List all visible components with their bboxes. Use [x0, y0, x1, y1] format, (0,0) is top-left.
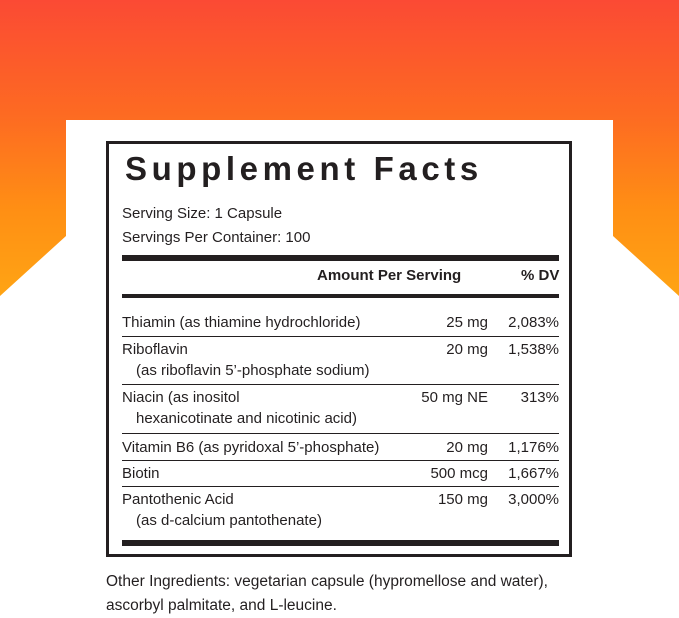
row-divider [122, 486, 559, 487]
row-divider [122, 336, 559, 337]
nutrient-name: Pantothenic Acid [122, 491, 234, 508]
nutrient-name-detail: hexanicotinate and nicotinic acid) [136, 410, 357, 427]
other-ingredients-line-1: Other Ingredients: vegetarian capsule (hypromellose and water), [106, 573, 548, 590]
nutrient-name: Niacin (as inositol [122, 389, 240, 406]
nutrient-amount: 20 mg [446, 439, 488, 456]
servings-per-container: Servings Per Container: 100 [122, 229, 311, 246]
header-amount-per-serving: Amount Per Serving [317, 267, 462, 284]
nutrient-name: Riboflavin [122, 341, 188, 358]
header-percent-dv: % DV [521, 267, 560, 284]
supplement-facts-panel [106, 141, 572, 557]
nutrient-dv: 313% [520, 389, 559, 406]
nutrient-dv: 2,083% [508, 314, 559, 331]
serving-size: Serving Size: 1 Capsule [122, 205, 283, 222]
row-divider [122, 384, 559, 385]
nutrient-name-detail: (as riboflavin 5’-phosphate sodium) [136, 362, 370, 379]
nutrient-amount: 20 mg [446, 341, 488, 358]
nutrient-amount: 50 mg NE [421, 389, 488, 406]
nutrient-amount: 25 mg [446, 314, 488, 331]
other-ingredients-line-2: ascorbyl palmitate, and L-leucine. [106, 597, 337, 614]
nutrient-dv: 1,538% [508, 341, 559, 358]
header-divider [122, 294, 559, 298]
row-divider [122, 460, 559, 461]
nutrient-name: Vitamin B6 (as pyridoxal 5’-phosphate) [122, 439, 380, 456]
nutrient-name: Biotin [122, 465, 160, 482]
nutrient-amount: 500 mcg [430, 465, 488, 482]
nutrient-name: Thiamin (as thiamine hydrochloride) [122, 314, 361, 331]
thick-divider-top [122, 255, 559, 261]
nutrient-amount: 150 mg [437, 491, 488, 508]
nutrient-dv: 3,000% [508, 491, 559, 508]
nutrient-dv: 1,667% [508, 465, 559, 482]
nutrient-name-detail: (as d-calcium pantothenate) [136, 512, 322, 529]
row-divider [122, 433, 559, 434]
supplement-facts-title: Supplement Facts [125, 150, 483, 187]
thick-divider-bottom [122, 540, 559, 546]
other-ingredients [106, 570, 666, 618]
nutrient-dv: 1,176% [508, 439, 559, 456]
